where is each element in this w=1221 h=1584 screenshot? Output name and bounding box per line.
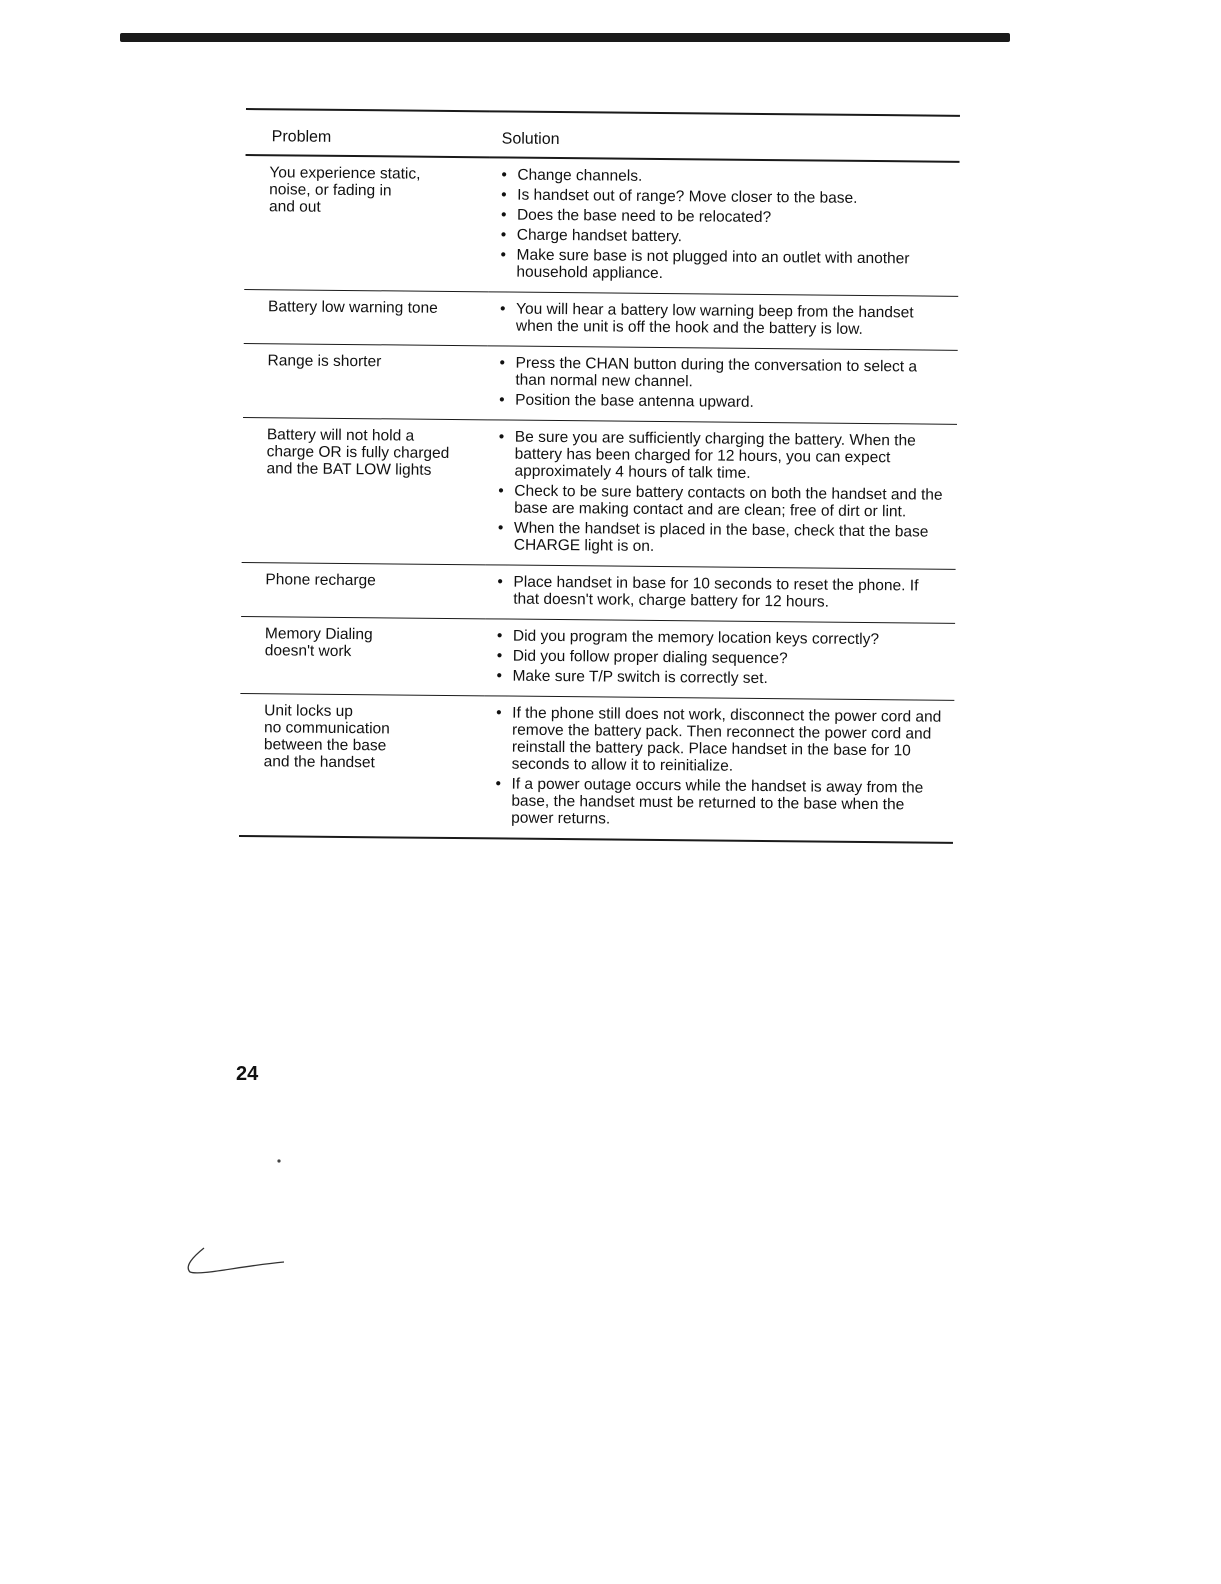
table-row [244, 155, 959, 296]
solution-item: • Does the base need to be relocated? [501, 206, 951, 227]
problem-cell: Unit locks up no communication between the base and the handset [239, 693, 484, 838]
solution-list [500, 300, 950, 338]
solution-item: • Did you program the memory location keys correctly? [497, 627, 947, 648]
problem-cell: Battery low warning tone [244, 289, 489, 345]
problem-column-header: Problem [246, 109, 490, 157]
solution-cell [487, 346, 958, 425]
solution-item: • Make sure base is not plugged into an outlet with another household appliance. [500, 246, 950, 284]
problem-cell: Battery will not hold a charge OR is fully charged and the BAT LOW lights [242, 417, 487, 564]
solution-cell [484, 619, 955, 701]
table-header-row [246, 109, 960, 162]
solution-list [497, 573, 947, 611]
solution-item: • Charge handset battery. [501, 226, 951, 247]
solution-item: • If the phone still does not work, disconnect the power cord and remove the battery pack. Then reconnect the power cord and reinstall the battery pack. Place handset in the base for 10 seconds to allow it to reinitialize. [496, 704, 947, 776]
solution-item: • Is handset out of range? Move closer to the base. [501, 186, 951, 207]
solution-cell [485, 565, 955, 624]
solution-item: • Make sure T/P switch is correctly set. [496, 667, 946, 688]
solution-cell [488, 157, 959, 296]
solution-column-header: Solution [490, 111, 960, 162]
page-number: 24 [236, 1063, 259, 1085]
solution-list [499, 354, 949, 412]
solution-item: • Be sure you are sufficiently charging the battery. When the battery has been charged for 12 hours, you can expect approximately 4 hours of talk time. [498, 428, 948, 483]
solution-cell [483, 696, 954, 843]
problem-cell: Range is shorter [243, 343, 488, 419]
solution-item: • Check to be sure battery contacts on both the handset and the base are making contact and are clean; free of dirt or lint. [498, 482, 948, 520]
solution-item: • You will hear a battery low warning beep from the handset when the unit is off the hook and the battery is low. [500, 300, 950, 338]
solution-cell [488, 292, 958, 351]
top-scan-bar [120, 33, 1010, 42]
table-row [244, 289, 958, 350]
table-row [239, 693, 954, 842]
solution-list [495, 704, 946, 830]
troubleshooting-table [239, 108, 960, 844]
solution-list [500, 166, 951, 284]
solution-cell [486, 420, 957, 570]
speck-mark [274, 1156, 284, 1166]
solution-list [496, 627, 947, 688]
solution-item: • Change channels. [501, 166, 951, 187]
table-row [243, 343, 958, 424]
problem-cell: Phone recharge [241, 562, 486, 618]
problem-cell: You experience static, noise, or fading in and out [244, 155, 489, 292]
solution-item: • If a power outage occurs while the handset is away from the base, the handset must be returned to the base when the power returns. [495, 775, 945, 830]
solution-item: • Press the CHAN button during the conversation to select a than normal new channel. [499, 354, 949, 392]
table-row [241, 562, 955, 623]
table-row [242, 417, 957, 569]
solution-item: • Position the base antenna upward. [499, 391, 949, 412]
table-body [239, 155, 960, 843]
table-row [240, 616, 955, 700]
pen-stroke-mark [180, 1240, 290, 1280]
solution-list [498, 428, 949, 557]
solution-item: • Did you follow proper dialing sequence? [497, 647, 947, 668]
solution-item: • When the handset is placed in the base, check that the base CHARGE light is on. [498, 519, 948, 557]
solution-item: • Place handset in base for 10 seconds to reset the phone. If that doesn't work, charge battery for 12 hours. [497, 573, 947, 611]
problem-cell: Memory Dialing doesn't work [240, 616, 485, 695]
